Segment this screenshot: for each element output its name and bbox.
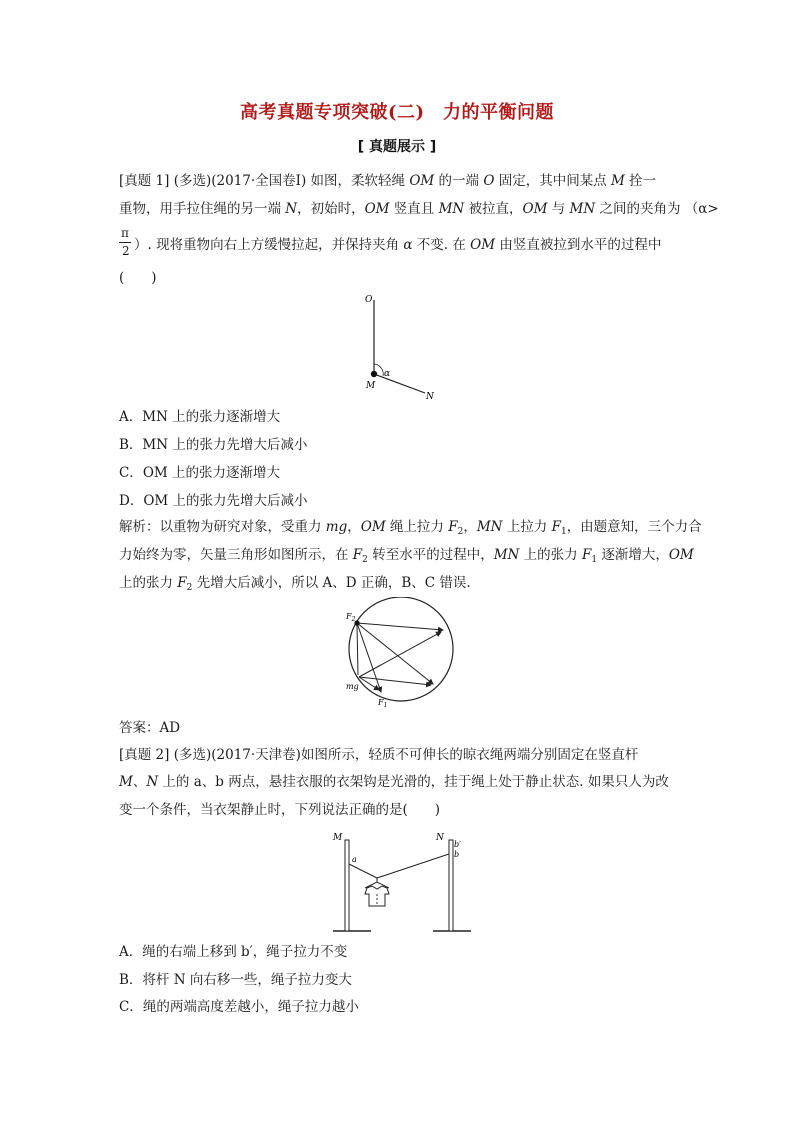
- q1-option-a: A．MN 上的张力逐渐增大: [119, 409, 281, 425]
- q1-option-b: B．MN 上的张力先增大后减小: [119, 437, 308, 453]
- rope-right: [377, 854, 449, 878]
- fraction-two: 2: [122, 244, 130, 258]
- q1-tag: [真题 1]: [119, 173, 170, 189]
- gravity-vector: [357, 625, 358, 675]
- q1-line-1: [真题 1] (多选)(2017·全国卷Ⅰ) 如图，柔软轻绳 OM 的一端 O 固定，其中间某点 M 拴一: [119, 173, 657, 189]
- fraction-pi: π: [121, 226, 129, 240]
- vector-1: [357, 623, 443, 630]
- label-alpha: α: [384, 369, 391, 379]
- section-heading: [ 真题展示 ]: [357, 139, 437, 155]
- label-n: N: [426, 392, 434, 402]
- q2-tag: [真题 2]: [119, 747, 170, 763]
- label-m: M: [366, 381, 376, 391]
- q1-line-2: 重物，用手拉住绳的另一端 N，初始时，OM 竖直且 MN 被拉直，OM 与 MN 之间的夹角为 （α>: [119, 201, 719, 217]
- analysis-line-2: 力始终为零，矢量三角形如图所示，在 $F_2$ 转至水平的过程中，MN 上的张力 $F_1$ 逐渐增大，OM: [119, 547, 694, 565]
- pole-n: [449, 840, 453, 931]
- label-a: a: [352, 855, 357, 864]
- label-n: N: [436, 833, 444, 843]
- label-mg: mg: [346, 682, 359, 691]
- q2-option-a: A．绳的右端上移到 b′，绳子拉力不变: [119, 944, 348, 960]
- q1-option-d: D．OM 上的张力先增大后减小: [119, 493, 308, 509]
- q2-line-2: M、N 上的 a、b 两点，悬挂衣服的衣架钩是光滑的，挂于绳上处于静止状态. 如果只人为改: [119, 774, 669, 790]
- label-f2: $F_2$: [346, 612, 356, 623]
- q1-answer-blank: ( ): [119, 270, 157, 286]
- q1-vector-circle-figure: [335, 597, 465, 712]
- vector-4: [359, 632, 441, 677]
- q2-option-b: B．将杆 N 向右移一些，绳子拉力变大: [119, 972, 352, 988]
- q2-option-c: C．绳的两端高度差越小，绳子拉力越小: [119, 999, 359, 1015]
- label-b: b: [454, 850, 460, 859]
- q1-line-3: ）. 现将重物向右上方缓慢拉起，并保持夹角 α 不变. 在 OM 由竖直被拉到水平的过程中: [134, 237, 662, 253]
- fraction-bar: [119, 242, 131, 243]
- rope-mn: [374, 374, 425, 393]
- label-f1: $F_1$: [378, 698, 388, 709]
- label-o: O: [365, 295, 373, 305]
- q2-clothesline-figure: [325, 828, 475, 934]
- label-m: M: [333, 833, 343, 843]
- weight-point: [371, 371, 377, 377]
- label-b-prime: b′: [454, 840, 461, 849]
- rope-left: [349, 864, 377, 878]
- q1-rope-figure: [350, 290, 450, 405]
- analysis-line-3: 上的张力 $F_2$ 先增大后减小，所以 A、D 正确，B、C 错误.: [119, 575, 471, 593]
- page-title: 高考真题专项突破(二) 力的平衡问题: [239, 102, 555, 123]
- q2-line-3: 变一个条件，当衣架静止时，下列说法正确的是( ): [119, 802, 441, 818]
- force-circle: [349, 597, 453, 701]
- vector-2: [357, 623, 433, 684]
- q2-line-1: [真题 2] (多选)(2017·天津卷)如图所示，轻质不可伸长的晾衣绳两端分别固定在竖直杆: [119, 747, 639, 763]
- q1-option-c: C．OM 上的张力逐渐增大: [119, 465, 281, 481]
- q1-answer: 答案：AD: [119, 720, 181, 736]
- analysis-line-1: 解析：以重物为研究对象，受重力 mg，OM 绳上拉力 $F_2$，MN 上拉力 $F_1$，由题意知，三个力合: [119, 519, 702, 537]
- pole-m: [345, 840, 349, 931]
